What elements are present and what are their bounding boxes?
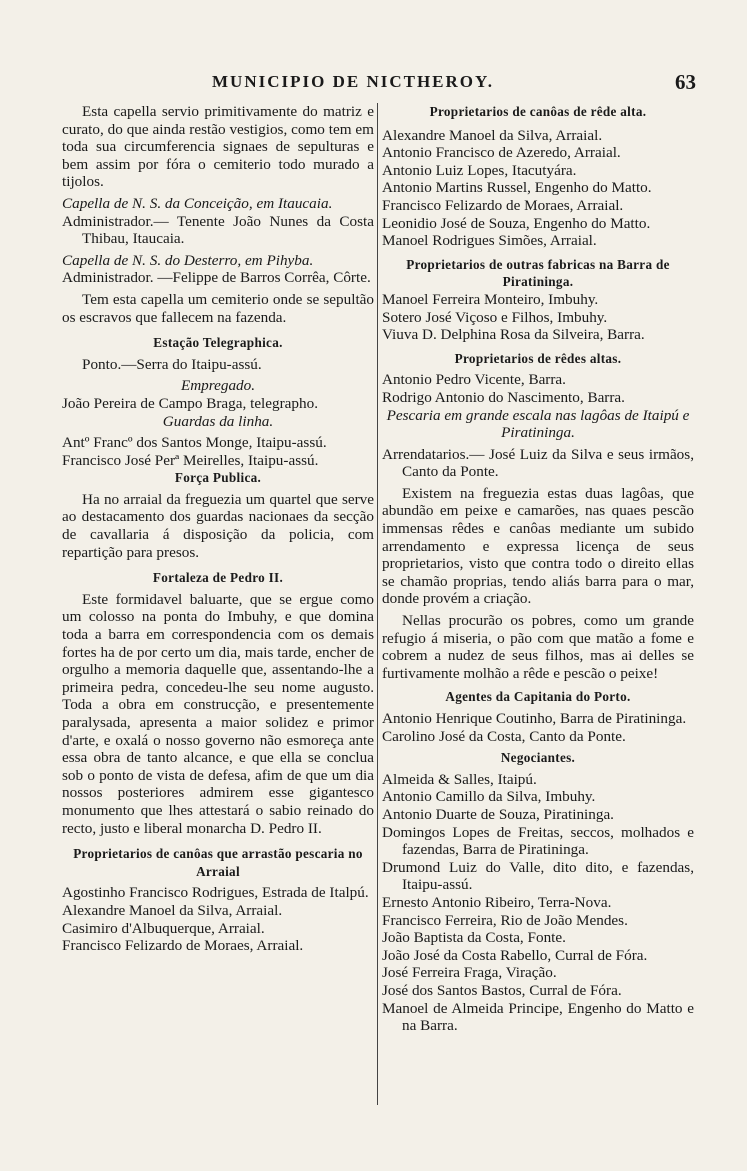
list-item: Drumond Luiz do Valle, dito dito, e fazendas, Itaipu-assú. xyxy=(382,858,694,894)
outras-fabricas-heading: Proprietarios de outras fabricas na Barra de Piratininga. xyxy=(406,256,670,290)
guardas-entry-2: Francisco José Perª Meirelles, Itaipu-assú. xyxy=(62,451,319,469)
list-item: Rodrigo Antonio do Nascimento, Barra. xyxy=(382,388,625,406)
pobres-paragraph: Nellas procurão os pobres, como um grande refugio á miseria, o pão com que matão a fome e cobrem a nudez de seus filhos, mas ai delles se furtivamente molhão a rêde e pescão o peixe! xyxy=(382,612,694,682)
list-item: Antonio Francisco de Azeredo, Arraial. xyxy=(382,144,621,162)
list-item: Sotero José Viçoso e Filhos, Imbuhy. xyxy=(382,308,608,326)
page-number: 63 xyxy=(675,70,696,94)
forca-heading: Força Publica. xyxy=(174,470,262,486)
list-item: Antonio Camillo da Silva, Imbuhy. xyxy=(382,788,596,806)
list-item: Domingos Lopes de Freitas, seccos, molhados e fazendas, Barra de Piratininga. xyxy=(382,823,694,859)
guardas-subheading: Guardas da linha. xyxy=(162,412,274,430)
pescaria-title: Pescaria em grande escala nas lagôas de Itaipú e Piratininga. xyxy=(386,406,690,442)
guardas-entry-1: Antº Francº dos Santos Monge, Itaipu-assú. xyxy=(62,434,327,452)
lagoas-paragraph: Existem na freguezia estas duas lagôas, que abundão em peixe e camarões, nas quaes pescão immensas rêdes e canôas mediante um subido arrendamento e expressa licença de seus proprietarios, visto que contra todo o direito ellas se chamão proprias, tendo aliás barra para o mar, donde provém a criação. xyxy=(382,484,694,608)
list-item: Alexandre Manoel da Silva, Arraial. xyxy=(382,126,603,144)
list-item: Manoel de Almeida Principe, Engenho do Matto e na Barra. xyxy=(382,999,694,1035)
list-item: Casimiro d'Albuquerque, Arraial. xyxy=(62,919,265,937)
list-item: José Ferreira Fraga, Viração. xyxy=(382,964,557,982)
list-item: Carolino José da Costa, Canto da Ponte. xyxy=(382,727,626,745)
list-item: Francisco Ferreira, Rio de João Mendes. xyxy=(382,911,628,929)
proprietarios-canoas-arrastao-heading: Proprietarios de canôas que arrastão pescaria no Arraial xyxy=(73,846,363,879)
list-item: Antonio Duarte de Souza, Piratininga. xyxy=(382,805,614,823)
capella-conceicao-admin: Administrador.— Tenente João Nunes da Costa Thibau, Itaucaia. xyxy=(62,212,374,248)
list-item: Antonio Martins Russel, Engenho do Matto. xyxy=(382,179,652,197)
fortaleza-heading: Fortaleza de Pedro II. xyxy=(152,570,284,586)
list-item: Alexandre Manoel da Silva, Arraial. xyxy=(62,901,283,919)
list-item: João Baptista da Costa, Fonte. xyxy=(382,929,566,947)
page-header xyxy=(62,72,696,102)
agentes-list xyxy=(382,710,694,745)
list-item: João José da Costa Rabello, Curral de Fóra. xyxy=(382,946,648,964)
canoas-rede-alta-heading: Proprietarios de canôas de rêde alta. xyxy=(429,104,647,119)
list-item: Francisco Felizardo de Moraes, Arraial. xyxy=(62,937,304,955)
capella-desterro-admin: Administrador. —Felippe de Barros Corrêa, Côrte. xyxy=(62,269,371,287)
negociantes-heading: Negociantes. xyxy=(500,750,576,766)
redes-altas-heading: Proprietarios de rêdes altas. xyxy=(454,350,622,366)
proprietarios-canoas-arrastao-list xyxy=(62,884,374,954)
list-item: Almeida & Salles, Itaipú. xyxy=(382,770,537,788)
capella-paragraph: Esta capella servio primitivamente do matriz e curato, do que ainda restão vestigios, como tem em toda sua circumferencia signaes de sepulturas e bem assim por fóra o cemiterio todo murado a tijolos. xyxy=(62,103,374,191)
capella-conceicao-title: Capella de N. S. da Conceição, em Itaucaia. xyxy=(62,194,333,212)
canoas-rede-alta-list xyxy=(382,127,694,250)
empregado-entry: João Pereira de Campo Braga, telegrapho. xyxy=(62,394,318,412)
forca-paragraph: Ha no arraial da freguezia um quartel que serve ao destacamento dos guardas nacionaes da secção de cavallaria á disposição da policia, com repartição para presos. xyxy=(62,490,374,561)
running-title: MUNICIPIO DE NICTHEROY. xyxy=(212,72,494,91)
column-divider xyxy=(377,103,378,1105)
negociantes-list xyxy=(382,771,694,1035)
list-item: José dos Santos Bastos, Curral de Fóra. xyxy=(382,981,622,999)
list-item: Agostinho Francisco Rodrigues, Estrada de Italpú. xyxy=(62,884,369,902)
list-item: Francisco Felizardo de Moraes, Arraial. xyxy=(382,196,624,214)
list-item: Manoel Rodrigues Simões, Arraial. xyxy=(382,232,597,250)
list-item: Antonio Luiz Lopes, Itacutyára. xyxy=(382,161,577,179)
cemiterio-paragraph: Tem esta capella um cemiterio onde se sepultão os escravos que fallecem na fazenda. xyxy=(62,290,374,326)
arrendatarios-entry: Arrendatarios.— José Luiz da Silva e seus irmãos, Canto da Ponte. xyxy=(382,445,694,481)
agentes-heading: Agentes da Capitania do Porto. xyxy=(445,689,631,705)
list-item: Ernesto Antonio Ribeiro, Terra-Nova. xyxy=(382,893,612,911)
list-item: Antonio Henrique Coutinho, Barra de Piratininga. xyxy=(382,710,687,727)
fortaleza-paragraph: Este formidavel baluarte, que se ergue como um colosso na ponta do Imbuhy, e que domina toda a barra em correspondencia com os demais fortes ha de por certo um dia, mais tarde, encher de orgulho a memoria daquelle que, assentando-lhe a primeira pedra, concedeu-lhe seu nome augusto. Toda a obra em construcção, e presentemente paralysada, apresenta a maior solidez e primor d'arte, e oxalá o nosso governo não esmoreça ante essa obra de tanto alcance, e que ella se conclua sob o ponto de vista de defesa, afim de que um dia nossos posteriores admirem esse gigantesco monumento que lhes attestará o sabio reinado do recto, justo e liberal monarcha D. Pedro II. xyxy=(62,590,374,837)
redes-altas-list xyxy=(382,371,694,406)
list-item: Manoel Ferreira Monteiro, Imbuhy. xyxy=(382,290,599,308)
empregado-subheading: Empregado. xyxy=(180,377,256,395)
telegraph-heading: Estação Telegraphica. xyxy=(153,335,283,351)
list-item: Viuva D. Delphina Rosa da Silveira, Barra. xyxy=(382,326,645,344)
capella-desterro-title: Capella de N. S. do Desterro, em Pihyba. xyxy=(62,251,314,269)
outras-fabricas-list xyxy=(382,291,694,344)
left-column xyxy=(62,103,374,955)
right-column xyxy=(382,103,694,1035)
telegraph-ponto: Ponto.—Serra do Itaipu-assú. xyxy=(82,355,262,373)
list-item: Leonidio José de Souza, Engenho do Matto. xyxy=(382,214,651,232)
list-item: Antonio Pedro Vicente, Barra. xyxy=(382,371,566,389)
